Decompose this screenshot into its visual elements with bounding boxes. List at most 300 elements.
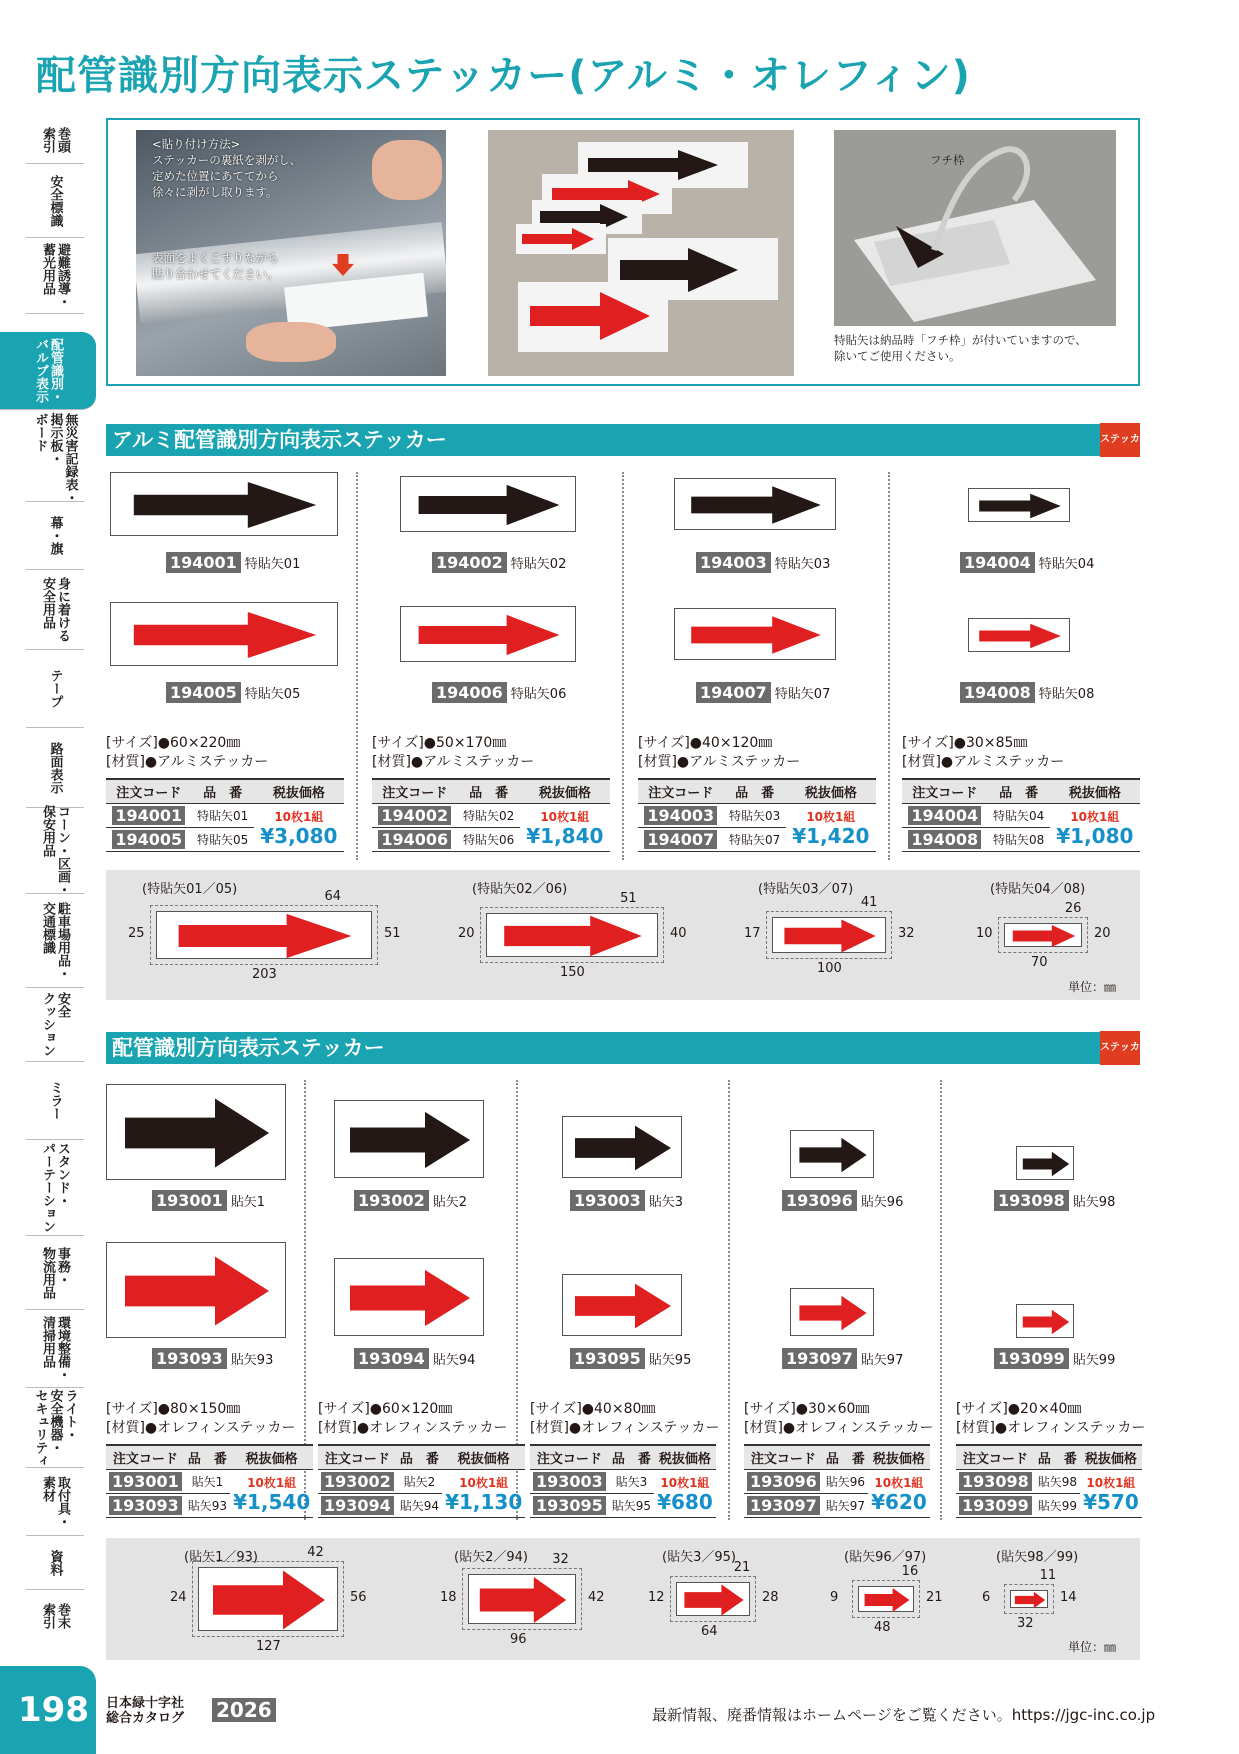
arrow-shape [1023, 1152, 1069, 1176]
sidebar-item-pipe-marking[interactable] [0, 332, 96, 410]
order-code-cell [106, 1470, 185, 1494]
sticker-outline [858, 1586, 914, 1612]
frame-note: 特貼矢は納品時「フチ枠」が付いていますので、 除いてご使用ください。 [834, 333, 1087, 363]
item-number: 特貼矢04 [988, 804, 1050, 828]
sidebar-item-safety-signs[interactable] [26, 164, 84, 238]
hand-image [372, 140, 442, 200]
dim-sticker-height: 40 [670, 926, 687, 941]
pack-unit: 10枚1組 [1086, 1476, 1136, 1490]
sticker-outline [156, 911, 372, 959]
footer-company [106, 1696, 184, 1726]
arrow-icon [969, 619, 1071, 653]
sticker-outline [198, 1567, 338, 1631]
spec-material: [材質]●オレフィンステッカー [744, 1420, 934, 1436]
table-header: 税抜価格 [868, 1445, 930, 1470]
product-code[interactable]: 194005 [166, 682, 241, 703]
sticker-outline [676, 1582, 750, 1616]
table-header: 品 番 [192, 779, 254, 804]
sidebar-item-mirror[interactable] [26, 1062, 84, 1140]
arrow-shape [350, 1112, 470, 1168]
product-code[interactable]: 194008 [960, 682, 1035, 703]
dimension-title: (特貼矢01／05) [142, 882, 238, 897]
sidebar-item-label: 路面表示 [47, 741, 63, 794]
spec-block [744, 1400, 933, 1438]
sidebar-item-parking[interactable] [26, 894, 84, 988]
table-header: 注文コード [902, 779, 988, 804]
order-code-cell [744, 1470, 823, 1494]
arrow-shape [979, 494, 1061, 518]
price: ¥1,130 [445, 1490, 523, 1514]
sticker-card [562, 1116, 682, 1178]
item-number: 特貼矢02 [458, 804, 520, 828]
arrow-icon [563, 1117, 683, 1179]
spec-material: [材質]●オレフィンステッカー [106, 1420, 296, 1436]
dim-sticker-width: 96 [510, 1632, 527, 1647]
sidebar-item-index-front[interactable] [26, 116, 84, 164]
dim-head-width: 41 [860, 895, 878, 910]
order-code[interactable]: 194007 [644, 830, 717, 849]
order-code[interactable]: 194004 [908, 806, 981, 825]
sticker-badge: ステッカー [1100, 1031, 1140, 1065]
table-header: 注文コード [106, 1445, 185, 1470]
dim-sticker-height: 20 [1094, 926, 1111, 941]
table-header: 税抜価格 [786, 779, 876, 804]
spec-size: [サイズ]●60×120㎜ [318, 1401, 453, 1417]
pack-unit: 10枚1組 [1070, 810, 1120, 824]
order-code[interactable]: 193001 [109, 1472, 182, 1491]
dimension-title: (貼矢98／99) [996, 1550, 1079, 1565]
product-label [354, 1190, 467, 1211]
order-code-cell [902, 804, 988, 828]
sidebar-item-road[interactable] [26, 728, 84, 808]
product-code[interactable]: 193003 [570, 1190, 645, 1211]
dim-head-width: 26 [1064, 901, 1082, 916]
samples-photo [488, 130, 794, 376]
price-cell [654, 1470, 716, 1518]
arrow-icon [401, 477, 577, 533]
sticker-card [334, 1100, 484, 1178]
product-name: 貼矢96 [860, 1195, 904, 1210]
dim-sticker-height: 14 [1060, 1590, 1077, 1605]
dim-sticker-height: 51 [384, 926, 401, 941]
product-label [782, 1190, 903, 1211]
sidebar-item-cone[interactable] [26, 805, 84, 896]
column-divider [888, 472, 890, 860]
spec-size: [サイズ]●40×120㎜ [638, 735, 773, 751]
table-header: 品 番 [823, 1445, 868, 1470]
dimension-title: (貼矢96／97) [844, 1550, 927, 1565]
dimension-title: (特貼矢02／06) [472, 882, 568, 897]
arrow-shape [125, 1256, 269, 1325]
product-name: 貼矢2 [432, 1195, 468, 1210]
arrow-shape [419, 615, 560, 655]
dim-shaft-height: 18 [440, 1590, 457, 1605]
order-code[interactable]: 194006 [378, 830, 451, 849]
sticker-outline [772, 917, 886, 953]
dim-head-width: 16 [901, 1564, 919, 1579]
product-name: 貼矢1 [230, 1195, 266, 1210]
sidebar-item-label: 避難誘導・ 蓄光用品 [40, 243, 70, 308]
spec-material: [材質]●オレフィンステッカー [956, 1420, 1146, 1436]
frame-photo [834, 130, 1116, 326]
item-number: 特貼矢07 [724, 828, 786, 852]
spec-material: [材質]●オレフィンステッカー [530, 1420, 720, 1436]
price-table [318, 1444, 525, 1518]
price: ¥1,540 [233, 1490, 311, 1514]
sidebar-item-office[interactable] [26, 1236, 84, 1310]
order-code[interactable]: 194008 [908, 830, 981, 849]
spec-size: [サイズ]●80×150㎜ [106, 1401, 241, 1417]
item-number: 貼矢97 [823, 1494, 868, 1518]
sidebar-item-stand[interactable] [26, 1140, 84, 1236]
price-cell [868, 1470, 930, 1518]
product-code[interactable]: 193098 [994, 1190, 1069, 1211]
sidebar-item-index-back[interactable] [26, 1590, 84, 1642]
section2-header: 配管識別方向表示ステッカー [106, 1032, 1100, 1064]
order-code[interactable]: 194001 [112, 806, 185, 825]
product-name: 貼矢94 [432, 1353, 476, 1368]
order-code[interactable]: 193094 [321, 1496, 394, 1515]
order-code[interactable]: 194002 [378, 806, 451, 825]
price-table [106, 778, 344, 852]
product-name: 特貼矢04 [1038, 557, 1095, 572]
dimension-title: (特貼矢03／07) [758, 882, 854, 897]
spec-material: [材質]●アルミステッカー [372, 754, 535, 770]
arrow-icon [791, 1289, 875, 1337]
price-cell [1080, 1470, 1142, 1518]
table-header: 注文コード [956, 1445, 1035, 1470]
product-code[interactable]: 194002 [432, 552, 507, 573]
arrow-shape [865, 1588, 910, 1612]
arrow-shape [979, 624, 1061, 648]
dim-sticker-width: 64 [701, 1624, 718, 1639]
spec-block [956, 1400, 1145, 1438]
sticker-card [1016, 1146, 1074, 1180]
sidebar-item-label: 幕・旗 [47, 516, 63, 555]
table-header: 品 番 [988, 779, 1050, 804]
dim-head-width: 21 [733, 1560, 751, 1575]
item-number: 特貼矢06 [458, 828, 520, 852]
sidebar-item-label: 安全標識 [47, 174, 63, 227]
product-name: 特貼矢02 [510, 557, 567, 572]
product-code[interactable]: 194001 [166, 552, 241, 573]
arrow-shape [480, 1577, 566, 1623]
table-header: 税抜価格 [1080, 1445, 1142, 1470]
sidebar-item-label: 取付具・ 素材 [40, 1475, 70, 1528]
arrow-icon [969, 489, 1071, 523]
dim-shaft-height: 17 [744, 926, 761, 941]
order-code[interactable]: 193099 [959, 1496, 1032, 1515]
sidebar-item-fixtures[interactable] [26, 1468, 84, 1536]
price-table [902, 778, 1140, 852]
sidebar-item-label: 環境整備・ 清掃用品 [40, 1316, 70, 1381]
table-header: 税抜価格 [654, 1445, 716, 1470]
spec-block [106, 1400, 295, 1438]
product-label [696, 552, 830, 573]
column-divider [728, 1080, 730, 1520]
sidebar-item-label: 資料 [47, 1549, 63, 1576]
arrow-icon [335, 1101, 485, 1179]
order-code[interactable]: 194005 [112, 830, 185, 849]
product-code[interactable]: 193099 [994, 1348, 1069, 1369]
arrow-icon [563, 1275, 683, 1337]
order-code-cell [744, 1494, 823, 1518]
catalog-name: 総合カタログ [106, 1711, 185, 1726]
table-header: 注文コード [744, 1445, 823, 1470]
product-name: 貼矢99 [1072, 1353, 1116, 1368]
column-divider [622, 472, 624, 860]
product-label [432, 552, 566, 573]
sticker-card [790, 1130, 874, 1178]
arrow-icon [1005, 924, 1083, 948]
arrow-icon [469, 1575, 577, 1625]
arrow-shape [125, 1098, 269, 1167]
spec-size: [サイズ]●20×40㎜ [956, 1401, 1082, 1417]
table-header: 品 番 [458, 779, 520, 804]
footer-notice[interactable]: 最新情報、廃番情報はホームページをご覧ください。https://jgc-inc.co.jp [652, 1706, 1156, 1724]
product-code[interactable]: 194004 [960, 552, 1035, 573]
pack-unit: 10枚1組 [540, 810, 590, 824]
sidebar-item-label: 配管識別・ バルブ表示 [33, 338, 63, 403]
sidebar-item-cleaning[interactable] [26, 1310, 84, 1388]
arrow-icon [107, 1085, 287, 1181]
arrow-icon [1017, 1147, 1075, 1181]
dim-head-width: 11 [1039, 1568, 1057, 1583]
order-code-cell [106, 1494, 185, 1518]
product-label [570, 1348, 691, 1369]
price: ¥620 [871, 1490, 927, 1514]
dim-shaft-height: 6 [982, 1590, 991, 1605]
dim-sticker-width: 100 [817, 961, 842, 976]
item-number: 特貼矢01 [192, 804, 254, 828]
arrow-icon [199, 1568, 339, 1632]
product-name: 特貼矢01 [244, 557, 301, 572]
product-code[interactable]: 194003 [696, 552, 771, 573]
order-code[interactable]: 193095 [533, 1496, 606, 1515]
arrow-shape [575, 1284, 671, 1329]
product-label [570, 1190, 683, 1211]
arrow-icon [335, 1259, 485, 1337]
price-table [638, 778, 876, 852]
product-code[interactable]: 194006 [432, 682, 507, 703]
arrow-shape [684, 1584, 743, 1615]
item-number: 貼矢96 [823, 1470, 868, 1494]
unit-label: 単位：㎜ [1068, 1640, 1117, 1654]
sidebar-item-label: 無災害記録表・ 掲示板・ ボード [32, 413, 78, 504]
product-name: 貼矢98 [1072, 1195, 1116, 1210]
sidebar-item-boards[interactable] [26, 413, 84, 504]
dim-head-width: 42 [307, 1545, 324, 1560]
sticker-card [674, 608, 836, 660]
sidebar-item-label: スタンド・ パーテーション [40, 1142, 70, 1233]
arrow-icon [675, 609, 837, 661]
price-table [372, 778, 610, 852]
product-code[interactable]: 193093 [152, 1348, 227, 1369]
product-name: 貼矢93 [230, 1353, 274, 1368]
sidebar-item-label: ミラー [47, 1081, 63, 1120]
spec-material: [材質]●オレフィンステッカー [318, 1420, 508, 1436]
sticker-card [334, 1258, 484, 1336]
product-code[interactable]: 194007 [696, 682, 771, 703]
table-header: 税抜価格 [520, 779, 610, 804]
pack-unit: 10枚1組 [874, 1476, 924, 1490]
pack-unit: 10枚1組 [660, 1476, 710, 1490]
item-number: 貼矢93 [185, 1494, 230, 1518]
price-cell [230, 1470, 313, 1518]
sticker-badge: ステッカー [1100, 423, 1140, 457]
column-divider [356, 472, 358, 860]
order-code[interactable]: 193097 [747, 1496, 820, 1515]
price-cell [520, 804, 610, 852]
arrow-shape [504, 916, 642, 956]
sidebar-item-curtain[interactable] [26, 502, 84, 570]
arrow-shape [784, 919, 875, 952]
product-name: 貼矢95 [648, 1353, 692, 1368]
sticker-outline [1010, 1590, 1048, 1608]
item-number: 貼矢95 [609, 1494, 654, 1518]
sticker-card [1016, 1304, 1074, 1338]
sticker-card [106, 1242, 286, 1338]
product-label [166, 552, 300, 573]
product-name: 特貼矢07 [774, 687, 831, 702]
order-code-cell [530, 1470, 609, 1494]
product-code[interactable]: 193002 [354, 1190, 429, 1211]
product-code[interactable]: 193097 [782, 1348, 857, 1369]
price-table [530, 1444, 716, 1518]
dimension-title: (特貼矢04／08) [990, 882, 1086, 897]
sticker-card [968, 488, 1070, 522]
sidebar-item-wearable[interactable] [26, 570, 84, 650]
arrow-icon [773, 918, 887, 954]
howto-step1: ステッカーの裏紙を剥がし、 定めた位置にあててから 徐々に剥がし取ります。 [152, 153, 302, 199]
dim-sticker-height: 42 [588, 1590, 605, 1605]
pack-unit: 10枚1組 [806, 810, 856, 824]
product-name: 特貼矢03 [774, 557, 831, 572]
sidebar-item-docs[interactable] [26, 1536, 84, 1590]
product-label [152, 1348, 273, 1369]
product-name: 特貼矢08 [1038, 687, 1095, 702]
table-header: 税抜価格 [230, 1445, 313, 1470]
product-code[interactable]: 193094 [354, 1348, 429, 1369]
order-code[interactable]: 194003 [644, 806, 717, 825]
spec-material: [材質]●アルミステッカー [638, 754, 801, 770]
sidebar-item-label: 安全 クッション [40, 992, 70, 1057]
order-code[interactable]: 193096 [747, 1472, 820, 1491]
dim-shaft-height: 25 [128, 926, 145, 941]
arrow-icon [401, 607, 577, 663]
product-name: 特貼矢05 [244, 687, 301, 702]
photo-panel [106, 118, 1140, 386]
arrow-icon [1011, 1591, 1049, 1609]
product-label [354, 1348, 475, 1369]
order-code-cell [372, 828, 458, 852]
sticker-card [400, 476, 576, 532]
product-label [960, 682, 1094, 703]
sidebar-item-label: テープ [47, 669, 63, 708]
dim-shaft-height: 9 [830, 1590, 839, 1605]
product-label [432, 682, 566, 703]
dim-shaft-height: 24 [170, 1590, 187, 1605]
order-code[interactable]: 193003 [533, 1472, 606, 1491]
spec-size: [サイズ]●30×60㎜ [744, 1401, 870, 1417]
item-number: 特貼矢03 [724, 804, 786, 828]
order-code[interactable]: 193002 [321, 1472, 394, 1491]
table-header: 品 番 [1035, 1445, 1080, 1470]
arrow-shape [213, 1571, 325, 1630]
table-header: 品 番 [397, 1445, 442, 1470]
arrow-icon [1017, 1305, 1075, 1339]
sticker-card [400, 606, 576, 662]
spec-material: [材質]●アルミステッカー [106, 754, 269, 770]
frame-label: フチ枠 [930, 153, 965, 167]
dim-sticker-height: 21 [926, 1590, 943, 1605]
sidebar-item-label: 事務・ 物流用品 [40, 1246, 70, 1299]
table-header: 品 番 [724, 779, 786, 804]
sidebar-item-evacuation[interactable] [26, 238, 84, 314]
dim-sticker-width: 32 [1017, 1616, 1034, 1631]
dim-shaft-height: 10 [976, 926, 993, 941]
order-code-cell [638, 804, 724, 828]
dim-shaft-height: 12 [648, 1590, 665, 1605]
item-number: 貼矢98 [1035, 1470, 1080, 1494]
dim-sticker-width: 48 [874, 1620, 891, 1635]
product-name: 特貼矢06 [510, 687, 567, 702]
arrow-shape [1013, 925, 1075, 947]
order-code[interactable]: 193098 [959, 1472, 1032, 1491]
arrow-icon [111, 473, 339, 537]
spec-size: [サイズ]●30×85㎜ [902, 735, 1028, 751]
dim-sticker-width: 70 [1031, 955, 1048, 970]
arrow-icon [487, 914, 659, 958]
arrow-shape [691, 616, 821, 653]
dim-sticker-width: 150 [560, 965, 585, 980]
dim-head-width: 32 [552, 1552, 569, 1567]
table-header: 品 番 [609, 1445, 654, 1470]
arrow-shape [1023, 1310, 1069, 1334]
sidebar-item-tape[interactable] [26, 650, 84, 728]
arrow-shape [691, 486, 821, 523]
sticker-card [674, 478, 836, 530]
product-code[interactable]: 193096 [782, 1190, 857, 1211]
order-code-cell [318, 1470, 397, 1494]
sticker-card [562, 1274, 682, 1336]
sample-stickers [488, 130, 794, 376]
price-table [956, 1444, 1142, 1518]
arrow-icon [107, 1243, 287, 1339]
arrow-icon [157, 912, 373, 960]
dim-sticker-height: 56 [350, 1590, 367, 1605]
price: ¥1,080 [1056, 824, 1134, 848]
frame-sticker [834, 130, 1116, 326]
sidebar-item-cushion[interactable] [26, 988, 84, 1062]
sidebar-item-light[interactable] [26, 1388, 84, 1468]
order-code[interactable]: 193093 [109, 1496, 182, 1515]
product-code[interactable]: 193095 [570, 1348, 645, 1369]
product-label [994, 1190, 1115, 1211]
howto-step2: 表面をよくこすりながら 貼り合わせてください。 [152, 251, 279, 281]
product-code[interactable]: 193001 [152, 1190, 227, 1211]
table-header: 税抜価格 [254, 779, 344, 804]
sticker-card [110, 472, 338, 536]
price: ¥1,420 [792, 824, 870, 848]
product-label [782, 1348, 903, 1369]
arrow-icon [677, 1583, 751, 1617]
arrow-shape [350, 1270, 470, 1326]
order-code-cell [638, 828, 724, 852]
company-name: 日本緑十字社 [106, 1696, 185, 1711]
spec-size: [サイズ]●40×80㎜ [530, 1401, 656, 1417]
sticker-outline [486, 913, 658, 957]
